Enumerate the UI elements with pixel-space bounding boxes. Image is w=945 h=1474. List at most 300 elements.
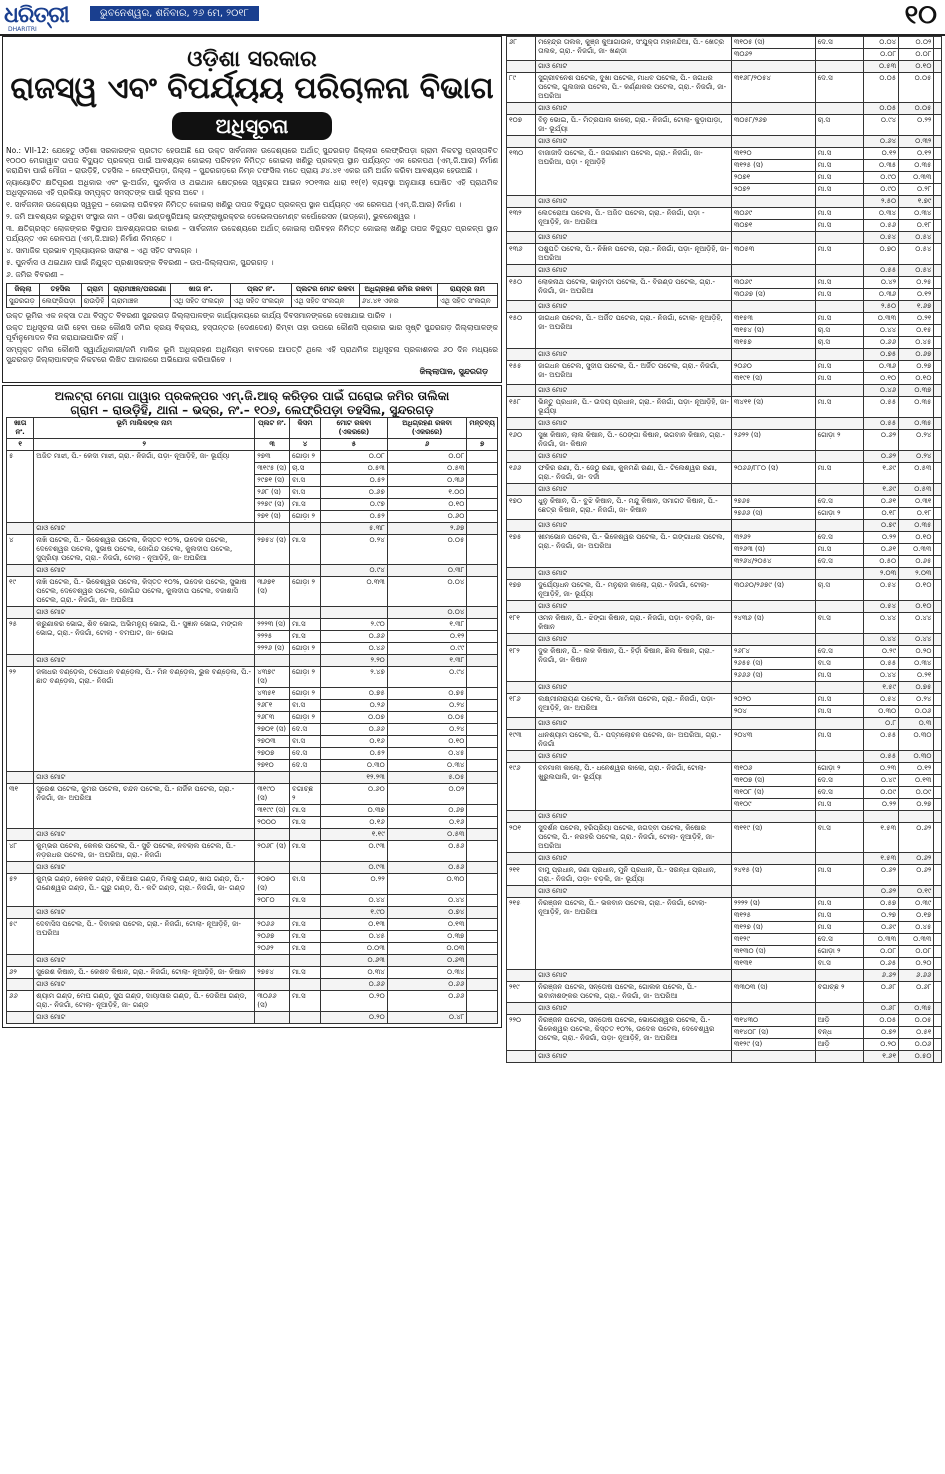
khata-number: ୧୭୦ [507,496,536,520]
table-row [7,784,498,805]
khata-number: ୧୫୮ [507,397,536,418]
collector-signature: ଜିଲ୍ଲାପାଳ, ସୁନ୍ଦରଗଡ଼ [419,367,488,376]
plot-cell: ୦.୯୯ [387,643,467,655]
plot-cell: ମା.ସ [289,967,320,979]
remarks-cell [934,763,942,775]
table-row [507,613,942,634]
plot-cell: ଦେ.ସ [815,532,863,544]
plot-cell: ୦.୧୨ [899,148,934,160]
plot-cell: ୩୧୨୫ [731,910,815,922]
plot-cell: ୨୦୭୧ [731,172,815,184]
plot-cell: ୦.୧୮ [863,508,898,520]
plot-cell: ୨୭୧ (ସ) [255,511,290,523]
table-row [7,967,498,979]
total-area: ୦.୫୪ [863,232,898,244]
total-plot-cell [731,751,815,763]
total-label: ଗାଓ ମୋଟ [536,136,732,148]
plot-cell: ୦.୬୧ [863,496,898,508]
total-label: ଗାଓ ମୋଟ [536,520,732,532]
plot-cell: ୦.୧୬ [320,736,387,748]
total-khata-cell [7,523,34,535]
remarks-cell [467,712,498,724]
total-khata-cell [7,979,34,991]
remarks-cell [934,775,942,787]
remarks-cell [467,943,498,955]
remarks-cell [934,373,942,385]
table-row [507,982,942,1003]
plot-cell: ଚା.ସ [815,580,863,601]
remarks-cell [934,910,942,922]
plot-cell: ଦେ.ସ [815,556,863,568]
total-plot-cell [731,568,815,580]
plot-cell: ୦.୬୬ [387,991,467,1012]
total-plot-cell [731,301,815,313]
remarks-cell [934,799,942,811]
total-acquired: ୦.୦୪ [387,607,467,619]
plot-cell: ମା.ସ [815,148,863,160]
plot-cell: ୩୧୫୩ [731,313,815,325]
remarks-cell [467,511,498,523]
plot-cell: ଦେ.ସ [289,748,320,760]
schedule-header: ଭୂମି ମାଲିକଙ୍କ ନାମ [34,418,255,439]
plot-cell: ୩୦୬୦/୨୬୭୯ (ସ) [731,580,815,601]
total-remarks-cell [934,301,942,313]
plot-cell: ଗୋଡ଼ା ୨ [815,763,863,775]
total-label: ଗାଓ ମୋଟ [536,418,732,430]
total-kisam-cell [815,718,863,730]
remarks-cell [934,220,942,232]
plot-cell: ୦.୧୦ [899,532,934,544]
plot-cell: ୦.୬୨ [899,823,934,853]
remarks-cell [467,619,498,631]
notice-paragraph: ୫. ପୁନର୍ବାସ ଓ ଥଇଥାନ ପାଇଁ ନିଯୁକ୍ତ ପ୍ରଶାସକଙ୍କ ବିବରଣୀ – ଉପ-ଜିଲ୍ଲାପାଳ, ସୁନ୍ଦରଗଡ଼ । [6,258,274,267]
plot-cell: ୪୩୫୧ [255,688,290,700]
plot-cell: ୦.୩୩ [899,172,934,184]
khata-number: ୫ [7,451,34,523]
remarks-cell [467,463,498,475]
remarks-cell [934,508,942,520]
khata-number: ୪ [7,535,34,565]
total-khata-cell [507,418,536,430]
total-acquired: ୦.୩୭ [899,385,934,397]
total-area: ୦.୬୪ [863,136,898,148]
newspaper-logo-subtitle: DHARITRI [8,26,37,33]
plot-cell: ୩୧୦୬ [731,763,815,775]
plot-cell: ୦.୪୪ [863,670,898,682]
plot-cell: ୩୦୬୯ [731,277,815,289]
total-label: ଗାଓ ମୋଟ [536,301,732,313]
plot-cell: ୦.୦୨ [899,37,934,49]
total-khata-cell [507,682,536,694]
total-kisam-cell [815,682,863,694]
total-khata-cell [507,136,536,148]
total-remarks-cell [934,451,942,463]
plot-cell: ୦.୪୫ [320,931,387,943]
left-column [2,36,502,1028]
notice-paragraph: ୩. କ୍ଷତିଗ୍ରସ୍ତ ଲୋକଙ୍କର ବିସ୍ଥାପନ ଆବଶ୍ୟକତାର କାରଣ – ସାର୍ବଜନୀନ ଉଦ୍ଦେଶ୍ୟରେ ଅର୍ଥାତ୍ କୋଇଲା ପରିବହନ ନିମିତ୍ତ କୋଇଲା ଖଣିରୁ ତାପଜ ବିଦ୍ୟୁତ ପ୍ରକଳ୍ପ ସ୍ଥାନ ପର୍ଯ୍ୟନ୍ତ ଏକ ରେଳପଥ (ଏମ୍.ଜି.ଆର) ନିର୍ମାଣ ନିମନ୍ତେ । [6,224,498,243]
total-area: ୦.୫୫ [863,265,898,277]
total-area: ୦.୭୫ [863,349,898,361]
plot-cell: ୦.୦୮ [863,946,898,958]
plot-cell: ୦.୫୩ [320,463,387,475]
khata-number: ୪୮ [7,841,34,862]
plot-cell: ୦.୬୬ [863,337,898,349]
total-khata-cell [507,1051,536,1063]
plot-cell: ୧.୩୮ [387,619,467,631]
total-kisam-cell [815,103,863,115]
plot-cell: ଗୋଡ଼ା ୨ [815,508,863,520]
plot-cell: ୦.୩୩ [863,934,898,946]
schedule-header: ପ୍ଲଟ ନଂ. [255,418,290,439]
remarks-cell [467,475,498,487]
total-kisam-cell [815,751,863,763]
plot-cell: ୦.୩୪ [899,658,934,670]
total-khata-cell [7,772,34,784]
closing-paragraph: ଉକ୍ତ ଅଧିସୂଚନା ଜାରି ହେବା ପରେ କୌଣସି ଜମିର କ୍ରୟ ବିକ୍ରୟ, ହସ୍ତାନ୍ତର (ଦେଣଦେଣ) କିମ୍ବା ତାହା ଉପରେ କୌଣସି ପ୍ରକାର ଭାର ସୃଷ୍ଟି ସୁନ୍ଦରଗଡ଼ ଜିଲ୍ଲାପାଳଙ୍କ ପୂର୍ବାନୁମୋଦନ ବିନା କରାଯାଇପାରିବ ନାହିଁ । [6,323,498,342]
total-khata-cell [7,655,34,667]
owner-name: ଦୁର୍ଯ୍ୟୋଧନ ପଟେଲ, ପି.- ମନୁରାଜ କାଲୋ, ଗ୍ରା.- ନିଜଗାଁ, ଟୋଲା- ନୂଆଡ଼ିହି, ଜା- ଭୂର୍ଯ୍ୟା [536,580,732,601]
khata-number: ୫୯ [7,919,34,955]
plot-cell: ୦.୯୭ [320,499,387,511]
plot-cell: ୨୦୬୨ [255,943,290,955]
total-acquired: ୦.୩୫ [899,520,934,532]
remarks-cell [934,544,942,556]
plot-cell: ୦.୩୪ [320,967,387,979]
total-khata-cell [507,484,536,496]
plot-cell: ମା.ସ [815,244,863,265]
plot-cell: ବା.ସ [289,487,320,499]
plot-cell: ୨୭୩ [255,451,290,463]
khata-number: ୨୧୯ [507,982,536,1003]
table-row [507,73,942,103]
plot-cell: ୦.୨୧ [899,670,934,682]
plot-cell: ୦.୦୩ [320,943,387,955]
total-area: ୫.୩୮ [320,523,387,535]
notice-paragraph: ୧. ସାର୍ବଜନୀନ ଉଦ୍ଦେଶ୍ୟର ସ୍ୱରୂପ – କୋଇଲା ପରିବହନ ନିମିତ୍ତ କୋଇଲା ଖଣିରୁ ତାପଜ ବିଦ୍ୟୁତ ପ୍ରକଳ୍ପ ସ୍ଥାନ ପର୍ଯ୍ୟନ୍ତ ଏକ ରେଳପଥ (ଏମ୍.ଜି.ଆର) ନିର୍ମାଣ । [6,200,462,209]
page-number: ୧୦ [904,0,937,30]
total-remarks-cell [467,655,498,667]
plot-cell: ୦.୩୦ [863,706,898,718]
remarks-cell [934,670,942,682]
plot-cell: ୩୧୯୫ (ସ) [255,463,290,475]
total-remarks-cell [467,565,498,577]
total-acquired: ୨.୬୭ [387,523,467,535]
table-row [507,430,942,451]
total-area: ୬.୬୨ [863,970,898,982]
plot-cell: ୦.୨୨ [320,874,387,895]
remarks-cell [934,694,942,706]
plot-cell: ୨୬୮୪ [731,646,815,658]
plot-cell: ୩୨୬୩ (ସ) [731,544,815,556]
plot-cell: ବା.ସ [289,700,320,712]
plot-cell: ୦.୨୮ [899,184,934,196]
table-row [507,1015,942,1027]
plot-cell: ୦.୩୦ [320,760,387,772]
plot-cell: ବଗାଚ୍ଛ ୨ [289,784,320,805]
total-kisam-cell [815,265,863,277]
total-khata-cell [507,634,536,646]
total-label: ଗାଓ ମୋଟ [34,829,255,841]
table-row [507,37,942,49]
remarks-cell [934,115,942,136]
total-plot-cell [731,970,815,982]
remarks-cell [934,1027,942,1039]
plot-cell: ୦.୨୫ [899,277,934,289]
plot-cell: ୩୦୭୧ [731,220,815,232]
total-kisam-cell [815,451,863,463]
total-plot-cell [731,520,815,532]
total-row [7,655,498,667]
total-area [320,607,387,619]
plot-cell: ୦.୫୪ [899,244,934,265]
remarks-cell [467,667,498,688]
owner-name: ନାଖି ପଟେଲ, ପି.- ଭିକେଶ୍ୱର ପଟେଲ, କିସ୍ତତ ୧୦%, ଉଦେକ ପଟେଲ, ଦେବେଶ୍ୱର ପଟେଲ, ସୁଭାଷ ପଟେଲ, ଜୋଗିନ୍ଦ ପଟେଲ, କୁଲଦୀପ ପଟେଲ, ସୁପ୍ରିୟା ପଟେଲ, ଗ୍ରା.- ନିଜଗାଁ, ଟୋଲା - ନୂଆଡ଼ିହି, ଜା- ଅଘରିଆ [34,535,255,565]
plot-cell: ଗୋଡ଼ା ୨ [289,451,320,463]
table-row [507,496,942,508]
total-label: ଗାଓ ମୋଟ [536,61,732,73]
closing-paragraph: ଉକ୍ତ ଭୂମିର ଏକ ନକ୍ସା ତଥା ବିସ୍ତୃତ ବିବରଣୀ ସୁନ୍ଦରଗଡ଼ ଜିଲ୍ଲାପାଳଙ୍କ କାର୍ଯ୍ୟାଳୟରେ କାର୍ଯ୍ୟ ଦିବସମାନଙ୍କରେ ଦେଖାଯାଇ ପାରିବ । [6,311,392,320]
plot-cell: ୨୦୭୦ (ସ) [255,874,290,895]
plot-cell: ମା.ସ [815,208,863,220]
notice-paragraph: ୨. ଜମି ଆବଶ୍ୟକ କରୁଥିବା ସଂସ୍ଥାର ନାମ – ଓଡ଼ିଶା ଇଣ୍ଡଷ୍ଟ୍ରିଆଲ୍ ଇନ୍‌ଫ୍ରାଷ୍ଟ୍ରକ୍ଚର ଡେଭେଲପମେଣ୍ଟ କର୍ପୋରେସନ (ଇଡ୍‌କୋ), ଭୁବନେଶ୍ୱର । [6,212,416,221]
total-plot-cell [255,979,290,991]
plot-cell: ୦.୦୮ [863,49,898,61]
plot-cell: ମା.ସ [289,619,320,631]
total-remarks-cell [934,136,942,148]
total-plot-cell [731,886,815,898]
owner-name: ନିରଞ୍ଜନ ପଟେଲ, ପି.- ଭକବାନ ପଟେଲ, ଗ୍ରା.- ନିଜଗାଁ, ଟୋଲା- ନୂଆଡ଼ିହି, ଜା- ଅଘରିଆ [536,898,732,970]
table-row [507,694,942,706]
total-plot-cell [731,196,815,208]
plot-cell: ୦.୨୬ [320,700,387,712]
schedule-table-right [506,36,942,1063]
plot-cell: ୦.୧୦ [899,373,934,385]
plot-cell: ୦.୧୨ [899,289,934,301]
plot-cell: ୦.୦୫ [899,1015,934,1027]
total-row [507,520,942,532]
total-plot-cell [731,136,815,148]
owner-name: ଜଳାଧର ବଣ୍ଡ଼େଲ, ତପୋଧନ ବଣ୍ଡ଼େଲ, ପି.- ମିନ ବଣ୍ଡ଼େଲ, ଭୁକ ବଣ୍ଡ଼େଲ, ପି.- ଛାତ ବଣ୍ଡ଼େଲ, ଗ୍ରା.- ନିଜଗାଁ [34,667,255,772]
plot-cell: ଗୋଡ଼ା ୨ [815,946,863,958]
plot-cell: ମା.ସ [289,919,320,931]
total-row [507,886,942,898]
plot-cell: ୨୦୪୩ [731,730,815,751]
remarks-cell [934,1039,942,1051]
plot-cell: ୦.୭୫ [320,688,387,700]
plot-cell: ୩୦୬୭ (ସ) [731,289,815,301]
total-khata-cell [507,886,536,898]
total-label: ଗାଓ ମୋଟ [536,1051,732,1063]
plot-cell: ଚା.ସ [815,115,863,136]
plot-cell: ୦.୨୯ [863,646,898,658]
total-kisam-cell [289,655,320,667]
table-row [507,397,942,418]
total-area: ୦.୫୪ [863,601,898,613]
remarks-cell [934,148,942,160]
total-kisam-cell [289,979,320,991]
total-kisam-cell [815,634,863,646]
plot-cell: ୦.୧୦ [899,580,934,601]
plot-cell: ୦.୬୭ [320,487,387,499]
total-remarks-cell [934,265,942,277]
plot-cell: ମା.ସ [289,817,320,829]
total-khata-cell [507,385,536,397]
newspaper-masthead [0,0,945,36]
owner-name: କୁମ୍ଭ ଗଣ୍ଡ, କେଳବ ଗଣ୍ଡ, ବଶିଆର ଗଣ୍ଡ, ମିଲକୁ ଗଣ୍ଡ, ଖାପ ଗଣ୍ଡ, ପି.- ଗଣେଶ୍ୱର ଗଣ୍ଡ, ପି.- ଗୁରୁ ଗଣ୍ଡ, ପି.- କଟି ଗଣ୍ଡ, ଗ୍ରା.- ନିଜଗାଁ, ଜା- ଗଣ୍ଡ [34,874,255,907]
total-area: ୧.୫୩ [863,853,898,865]
total-remarks-cell [934,520,942,532]
schedule-header: କିସମ [289,418,320,439]
total-row [7,565,498,577]
land-schedule-left [2,385,502,1028]
total-row [7,979,498,991]
remarks-cell [467,991,498,1012]
plot-cell: ୩୧୨୭ (ସ) [731,922,815,934]
remarks-cell [934,556,942,568]
total-kisam-cell [289,862,320,874]
total-acquired: ୫.୦୫ [387,772,467,784]
remarks-cell [934,397,942,418]
plot-cell: ଗୋଡ଼ା ୨ [289,667,320,688]
total-kisam-cell [815,418,863,430]
table-row [507,580,942,601]
khata-number: ୨୨ [7,667,34,772]
owner-name: ଲୋକନାଥ ପଟେଲ, ଭାନୁମତୀ ପଟେଲ, ପି.- ବିରଣ୍ଡ ପଟେଲ, ଗ୍ରା.- ନିଜଗାଁ, ଜା- ଅଘରିଆ [536,277,732,301]
total-plot-cell [255,523,290,535]
schedule-column-number: ୩ [255,439,290,451]
total-acquired: ୦.୫୬ [387,862,467,874]
plot-cell: ୨୦୭୨ [731,184,815,196]
plot-cell: ମା.ସ [815,277,863,289]
total-remarks-cell [934,970,942,982]
khata-number: ୧୫୫ [507,361,536,385]
total-khata-cell [507,232,536,244]
total-khata-cell [507,301,536,313]
total-row [7,772,498,784]
total-acquired: ୨.୦୩ [899,568,934,580]
total-row [507,970,942,982]
plot-cell: ୦.୩୫ [899,397,934,418]
plot-cell: ଆଡ଼ି [815,1015,863,1027]
total-row [507,853,942,865]
total-label: ଗାଓ ମୋଟ [536,484,732,496]
total-label: ଗାଓ ମୋଟ [536,196,732,208]
plot-cell: ୦.୦୫ [387,712,467,724]
plot-cell: ମା.ସ [815,220,863,232]
total-plot-cell [731,451,815,463]
total-row [507,349,942,361]
plot-cell: ୩୧୨୯ (ସ) [731,1039,815,1051]
plot-cell: ୦.୯୦ [863,184,898,196]
remarks-cell [934,49,942,61]
total-remarks-cell [934,811,942,823]
total-plot-cell [731,385,815,397]
total-khata-cell [507,718,536,730]
plot-cell: ୦.୪୪ [320,895,387,907]
plot-cell: ୦.୬୫ [863,958,898,970]
total-remarks-cell [467,907,498,919]
khata-number: ୧୬୦ [507,430,536,451]
total-plot-cell [255,655,290,667]
plot-cell: ୩୦୫୩ [731,244,815,265]
owner-name: ଫକିର ରଣା, ପି.- ଜେଠୁ ରଣା, କୁଳମଣି ରଣା, ପି.- ଟିଲେଶ୍ୱର ରଣା, ଗ୍ରା.- ନିଜଗାଁ, ଜା- ଦର୍ଜୀ [536,463,732,484]
plot-cell: ୦.୫୬ [863,220,898,232]
total-plot-cell [731,418,815,430]
remarks-cell [934,325,942,337]
plot-cell: ୦.୯୩ [320,841,387,862]
khata-number: ୨୧୧ [507,865,536,886]
khata-number: ୨୦୧ [507,823,536,853]
owner-name: ଲେତରୋଆ ପଟେଲ, ପି.- ଅଜିତ ପଟେଲ, ଗ୍ରା.- ନିଜଗାଁ, ପଡ଼ା - ନୂଆଡ଼ିହି, ଜା- ଅଘରିଆ [536,208,732,232]
plot-cell: ୩୧୪୦୮ (ସ) [731,1027,815,1039]
total-kisam-cell [815,301,863,313]
total-remarks-cell [467,955,498,967]
plot-cell: ଦେ.ସ [289,724,320,736]
plot-cell: ୦.୩୭ [387,931,467,943]
total-khata-cell [7,565,34,577]
plot-cell: ବନ୍ଧ [815,1027,863,1039]
owner-name: କରୁଣାକର ଭୋଇ, ଶିବ ଭୋଇ, ଅଭିମନ୍ୟୁ ଭୋଇ, ପି.- ସୁଜ୍ଞାନ ଭୋଇ, ମଙ୍ଗଳ ଭୋଇ, ଗ୍ରା.- ନିଜଗାଁ, ଟୋଲା - ବମଘାଟ, ଜା- ଭୋଇ [34,619,255,655]
total-area: ୦.୯୪ [320,565,387,577]
land-table-cell: ଏଥି ସହିତ ସଂଲଗ୍ନ [231,296,291,308]
plot-cell: ୦.୩୯ [899,898,934,910]
total-khata-cell [507,853,536,865]
plot-cell: ୦.୫୪ [863,580,898,601]
plot-cell: ୦.୬୦ [387,511,467,523]
land-table-header: ଗ୍ରାମ [81,284,109,296]
total-khata-cell [507,196,536,208]
remarks-cell [934,37,942,49]
khata-number: ୧୩୬ [507,244,536,265]
total-khata-cell [507,451,536,463]
plot-cell: ମା.ସ [815,670,863,682]
total-plot-cell [731,601,815,613]
plot-cell: ୦.୦୫ [387,535,467,565]
plot-cell: ୨୬୮ (ସ) [255,487,290,499]
total-plot-cell [731,811,815,823]
total-acquired: ୦.୧୯ [899,886,934,898]
plot-cell: ୦.୭୫ [387,688,467,700]
plot-cell: ଗୋଡ଼ା ୨ [289,577,320,607]
remarks-cell [467,736,498,748]
plot-cell: ମା.ସ [815,730,863,751]
khata-number: ୬୮ [507,37,536,61]
total-kisam-cell [815,136,863,148]
plot-cell: ୦.୨୪ [387,700,467,712]
table-row [507,730,942,751]
owner-name: ନାଖି ପଟେଲ, ପି.- ଭିକେଶ୍ୱର ପଟେଲ, କିସ୍ତତ ୧୦%, ଉଦେକ ପଟେଲ, ସୁଭାଷ ପଟେଲ, ଦେବେଶ୍ୱର ପଟେଲ, ଜୋଗିନ୍ଦ ପଟେଲ, କୁଲଦୀପ ପଟେଲ, ବଜାଶାସି ପଟେଲ, ଗ୍ରା.- ନିଜଗାଁ, ଜା- ଅଘରିଆ [34,577,255,607]
owner-name: ସୁଖ କିଷାନ, ଲାଲ କିଷାନ, ପି.- ଠେଙ୍ଗା କିଷାନ, ଭଗବାନ କିଷାନ, ଗ୍ରା.- ନିଜଗାଁ, ଜା- କିଷାନ [536,430,732,451]
khata-number: ୧୭୫ [507,532,536,568]
remarks-cell [467,784,498,805]
plot-cell: ୦.୨୪ [320,535,387,565]
plot-cell: ୦.୩୬ [863,289,898,301]
plot-cell: ୩୦୬୬ (ସ) [255,991,290,1012]
total-area: ୦.୬୨ [863,886,898,898]
total-kisam-cell [815,1003,863,1015]
total-acquired: ୦.୧୦ [899,601,934,613]
notification-title: ଅଧିସୂଚନା [172,112,332,140]
plot-cell: ୦.୪୨ [863,277,898,289]
total-row [507,103,942,115]
total-acquired: ୦.୬୩ [387,955,467,967]
total-row [7,829,498,841]
total-plot-cell [731,682,815,694]
total-area: ୨.୫୦ [863,301,898,313]
plot-cell: ୦.୫୫ [863,730,898,751]
plot-cell: ୦.୨୪ [899,430,934,451]
plot-cell: ୦.୬୯ [863,922,898,934]
